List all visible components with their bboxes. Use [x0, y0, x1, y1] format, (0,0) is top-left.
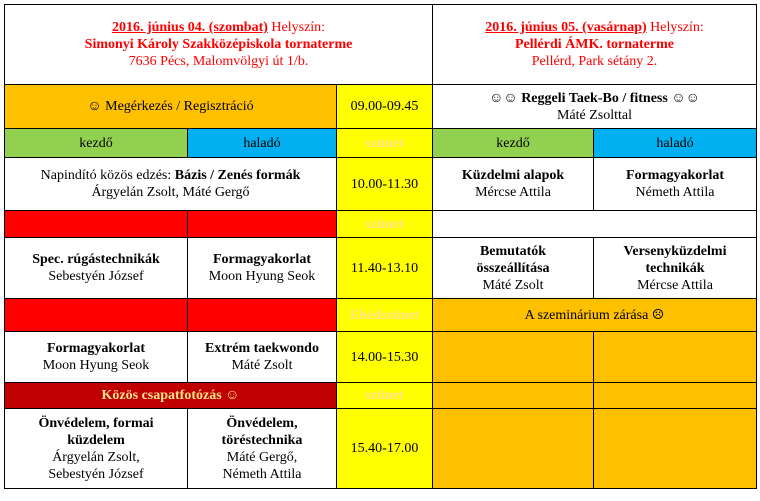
- demo-cell: [433, 238, 594, 299]
- warmup-sub: Árgyelán Zsolt, Máté Gergő: [91, 185, 250, 200]
- demo-title-1: Bemutatók: [479, 243, 547, 259]
- time-r9: 15.40-17.00: [337, 409, 433, 489]
- kicks-title: Spec. rúgástechnikák: [32, 252, 160, 267]
- selfdefense-b-sub-2: Németh Attila: [222, 466, 302, 482]
- row-session-1: [5, 158, 757, 211]
- selfdefense-a-cell: [5, 409, 188, 489]
- header-row: [5, 5, 757, 85]
- sparring-basics-sub: Mércse Attila: [475, 185, 551, 200]
- forms-sat-cell: [188, 238, 337, 299]
- row-photo: [5, 383, 757, 409]
- sunday-venue: Pellérdi ÁMK. tornaterme: [515, 37, 674, 52]
- extreme-cell: [188, 332, 337, 383]
- selfdefense-a-title-2: küzdelem: [67, 432, 125, 448]
- time-r7: 14.00-15.30: [337, 332, 433, 383]
- taekbo-sub: Máté Zsolttal: [556, 107, 633, 123]
- sun-empty-r7-b: [594, 332, 757, 383]
- registration-cell: ☺ Megérkezés / Regisztráció: [5, 85, 337, 129]
- forms-afternoon-cell: [5, 332, 188, 383]
- sunday-date: 2016. június 05. (vasárnap): [485, 20, 647, 35]
- sun-empty-r9-b: [594, 409, 757, 489]
- break-red-a: [5, 211, 188, 238]
- forms-sun-cell: [594, 158, 757, 211]
- saturday-venue: Simonyi Károly Szakközépiskola tornaterme: [84, 37, 353, 52]
- sparring-basics-cell: [433, 158, 594, 211]
- break-r4: szünet: [337, 211, 433, 238]
- selfdefense-b-title-2: töréstechnika: [221, 432, 303, 448]
- time-r5: 11.40-13.10: [337, 238, 433, 299]
- saturday-venue-label: Helyszín:: [267, 20, 326, 35]
- selfdefense-b-sub-1: Máté Gergő,: [226, 449, 298, 465]
- row-break-1: [5, 211, 757, 238]
- time-r1: 09.00-09.45: [337, 85, 433, 129]
- forms-sun-sub: Németh Attila: [635, 185, 715, 200]
- warmup-cell: [5, 158, 337, 211]
- sparring-basics-title: Küzdelmi alapok: [461, 168, 565, 183]
- row-session-4: [5, 409, 757, 489]
- lunch-red-a: [5, 299, 188, 332]
- selfdefense-a-sub-2: Sebestyén József: [48, 466, 144, 482]
- break-red-b: [188, 211, 337, 238]
- warmup-prefix: Napindító közös edzés:: [40, 168, 175, 183]
- demo-title-2: összeállítása: [476, 260, 550, 276]
- taekbo-title: ☺☺ Reggeli Taek-Bo / fitness ☺☺: [489, 90, 700, 106]
- sunday-address: Pellérd, Park sétány 2.: [531, 54, 658, 69]
- row-registration: [5, 85, 757, 129]
- closing-cell: A szeminárium zárása ☹: [433, 299, 757, 332]
- lunch-break: Ebédszünet: [337, 299, 433, 332]
- kicks-cell: [5, 238, 188, 299]
- level-beginner-sun: kezdő: [433, 129, 594, 158]
- competition-cell: [594, 238, 757, 299]
- sun-empty-r8-b: [594, 383, 757, 409]
- kicks-sub: Sebestyén József: [48, 269, 144, 284]
- time-r3: 10.00-11.30: [337, 158, 433, 211]
- forms-sat-sub: Moon Hyung Seok: [208, 269, 316, 284]
- taekbo-cell: [433, 85, 757, 129]
- sun-empty-r7-a: [433, 332, 594, 383]
- schedule-table: [4, 4, 757, 489]
- demo-sub: Máté Zsolt: [482, 277, 544, 293]
- forms-sun-title: Formagyakorlat: [626, 168, 724, 183]
- team-photo-label: Közös csapatfotózás ☺: [101, 388, 240, 403]
- lunch-red-b: [188, 299, 337, 332]
- sun-empty-r8-a: [433, 383, 594, 409]
- row-lunch: [5, 299, 757, 332]
- sun-empty-r9-a: [433, 409, 594, 489]
- level-advanced-sun: haladó: [594, 129, 757, 158]
- break-r2: szünet: [337, 129, 433, 158]
- competition-title-2: technikák: [645, 260, 705, 276]
- break-r8: szünet: [337, 383, 433, 409]
- competition-sub: Mércse Attila: [637, 277, 713, 293]
- saturday-address: 7636 Pécs, Malomvölgyi út 1/b.: [128, 54, 309, 69]
- team-photo-cell: [5, 383, 337, 409]
- selfdefense-a-title-1: Önvédelem, formai: [38, 415, 154, 431]
- level-advanced-sat: haladó: [188, 129, 337, 158]
- saturday-header: [5, 5, 433, 85]
- extreme-sub: Máté Zsolt: [231, 358, 293, 373]
- break-white: [433, 211, 757, 238]
- row-session-3: [5, 332, 757, 383]
- forms-afternoon-sub: Moon Hyung Seok: [42, 358, 150, 373]
- extreme-title: Extrém taekwondo: [205, 341, 319, 356]
- row-levels: [5, 129, 757, 158]
- forms-sat-title: Formagyakorlat: [213, 252, 311, 267]
- sunday-venue-label: Helyszín:: [646, 20, 704, 35]
- level-beginner-sat: kezdő: [5, 129, 188, 158]
- warmup-title: Bázis / Zenés formák: [174, 168, 301, 183]
- forms-afternoon-title: Formagyakorlat: [47, 341, 145, 356]
- selfdefense-b-cell: [188, 409, 337, 489]
- selfdefense-a-sub-1: Árgyelán Zsolt,: [52, 449, 140, 465]
- saturday-date: 2016. június 04. (szombat): [111, 20, 268, 35]
- sunday-header: [433, 5, 757, 85]
- competition-title-1: Versenyküzdelmi: [623, 243, 727, 259]
- row-session-2: [5, 238, 757, 299]
- selfdefense-b-title-1: Önvédelem,: [226, 415, 298, 431]
